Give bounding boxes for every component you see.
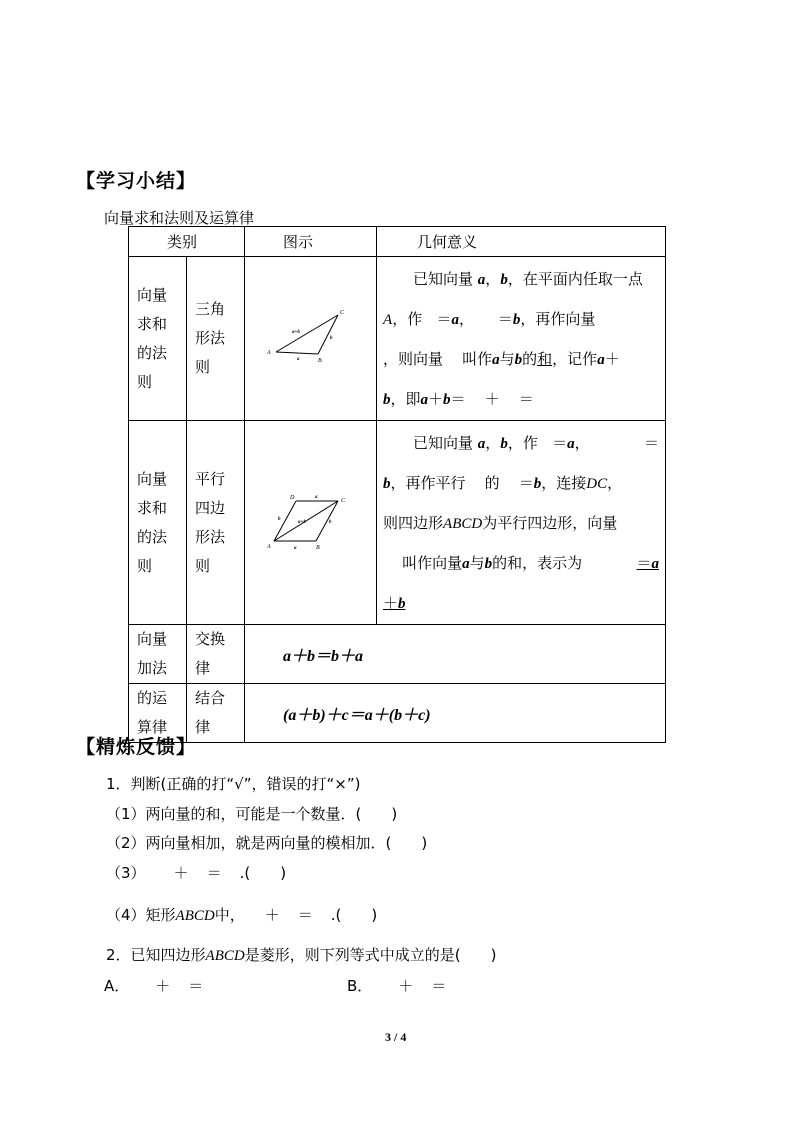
summary-heading: 【学习小结】 — [76, 170, 197, 192]
svg-text:a+b: a+b — [297, 519, 306, 525]
table-row-parallelogram — [129, 421, 666, 625]
svg-text:a: a — [314, 494, 318, 500]
parallelogram-diagram — [266, 486, 356, 556]
header-category: 类别 — [129, 227, 245, 257]
header-figure: 图示 — [245, 227, 377, 257]
rule-name-cell: 平行 四边 形法 则 — [187, 421, 245, 625]
triangle-meaning-cell: 已知向量 a，b，在平面内任取一点 A，作 ＝a， ＝b，再作向量 ，则向量 叫作a与b的和，记作a＋ b，即a＋b＝ ＋ ＝ — [377, 257, 666, 421]
category-cell: 向量 求和 的法 则 — [129, 421, 187, 625]
question-1-item-4: （4）矩形ABCD中， ＋ ＝ .( ) — [106, 906, 378, 924]
svg-text:b: b — [328, 519, 332, 525]
table-row-commutative — [129, 625, 666, 684]
rule-name-cell: 三角 形法 则 — [187, 257, 245, 421]
parallelogram-figure-cell — [245, 421, 377, 625]
svg-text:D: D — [289, 494, 294, 501]
option-b[interactable]: B． ＋ ＝ — [347, 977, 447, 995]
commutative-formula: a＋b＝b＋a — [245, 625, 666, 684]
svg-text:b: b — [329, 335, 333, 341]
svg-text:B: B — [317, 357, 322, 364]
category-cell: 的运 算律 — [129, 684, 187, 743]
table-row-triangle — [129, 257, 666, 421]
parallelogram-meaning-cell: 已知向量 a，b，作 ＝a， ＝ b，再作平行 的 ＝b，连接DC， 则四边形ABCD为平行四边形，向量 叫作向量a与b的和，表示为 ＝a ＋b — [377, 421, 666, 625]
svg-text:A: A — [266, 543, 271, 550]
summary-table — [128, 226, 666, 743]
question-2: 2．已知四边形ABCD是菱形，则下列等式中成立的是( ) — [106, 946, 497, 964]
svg-text:B: B — [315, 544, 320, 551]
svg-text:a: a — [296, 356, 300, 362]
page-number: 3 / 4 — [385, 1030, 407, 1044]
triangle-figure-cell — [245, 257, 377, 421]
question-1-item-3: （3） ＋ ＝ .( ) — [106, 864, 287, 882]
header-meaning: 几何意义 — [377, 227, 666, 257]
question-1: 1．判断(正确的打“√”，错误的打“×”) — [106, 775, 361, 793]
category-cell: 向量 加法 — [129, 625, 187, 684]
svg-text:A: A — [266, 349, 271, 356]
associative-formula: (a＋b)＋c＝a＋(b＋c) — [245, 684, 666, 743]
option-a[interactable]: A． ＋ ＝ — [104, 977, 204, 995]
table-row-associative — [129, 684, 666, 743]
svg-text:C: C — [339, 309, 344, 316]
question-1-item-2: （2）两向量相加，就是两向量的模相加．( ) — [106, 834, 428, 852]
triangle-diagram — [266, 307, 356, 367]
category-cell: 向量 求和 的法 则 — [129, 257, 187, 421]
table-header-row — [129, 227, 666, 257]
svg-text:a+b: a+b — [291, 329, 300, 335]
question-1-item-1: （1）两向量的和，可能是一个数量．( ) — [106, 805, 398, 823]
svg-text:b: b — [277, 516, 281, 522]
summary-subtitle: 向量求和法则及运算律 — [104, 209, 255, 227]
svg-text:C: C — [340, 497, 345, 504]
law-name-cell: 交换 律 — [187, 625, 245, 684]
law-name-cell: 结合 律 — [187, 684, 245, 743]
svg-text:a: a — [293, 545, 297, 551]
practice-heading: 【精炼反馈】 — [76, 736, 197, 758]
